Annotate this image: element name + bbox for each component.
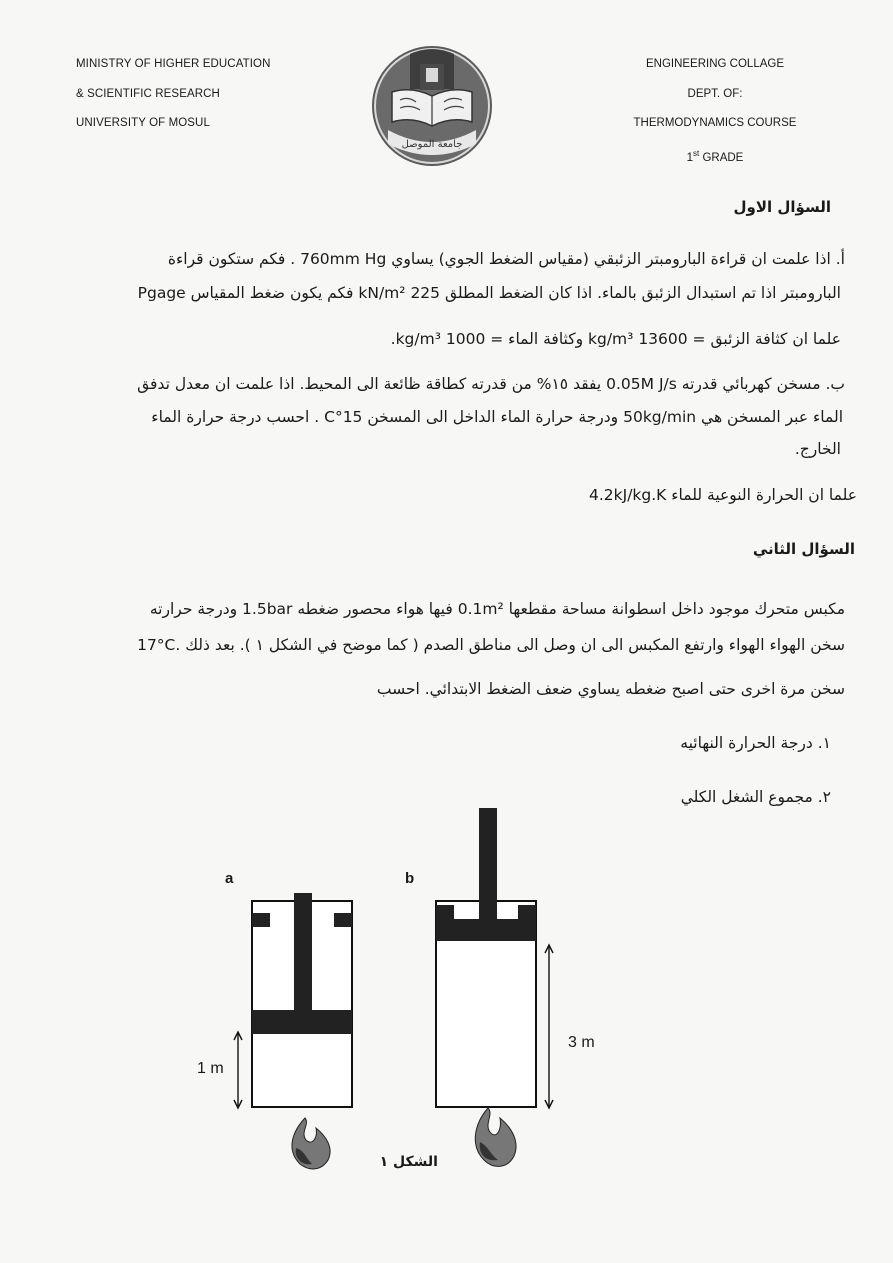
dimension-1m: 1 m — [197, 1060, 224, 1077]
q1-b-line-2: الماء عبر المسخن هي 50kg/min ودرجة حرارة الماء الداخل الى المسخن 15°C . احسب درجة حرارة الماء — [151, 408, 843, 426]
course-name: THERMODYNAMICS COURSE — [633, 117, 797, 129]
cylinder-a — [234, 893, 352, 1108]
q2-line-3: سخن مرة اخرى حتى اصبح ضغطه يساوي ضعف الضغط الابتدائي. احسب — [376, 680, 845, 698]
q2-item-2: ٢. مجموع الشغل الكلي — [680, 788, 831, 806]
q1-b-line-3: الخارج. — [794, 440, 841, 458]
q1-a-line-1: أ. اذا علمت ان قراءة البارومبتر الزئبقي (مقياس الضغط الجوي) يساوي 760mm Hg . فكم ستكون قراءة — [167, 250, 845, 268]
cylinder-a-stop-right — [334, 913, 352, 927]
q1-b-line-1: ب. مسخن كهربائي قدرته 0.05M J/s يفقد ١٥% من قدرته كطاقة ظائعة الى المحيط. اذا علمت ان معدل تدفق — [137, 375, 845, 393]
dimension-3m: 3 m — [568, 1034, 595, 1051]
question-1-title: السؤال الاول — [733, 198, 831, 216]
flame-icon — [475, 1108, 516, 1166]
figure-label-b: b — [405, 870, 415, 887]
ministry-line-2: & SCIENTIFIC RESEARCH — [76, 87, 220, 100]
ministry-line-1: MINISTRY OF HIGHER EDUCATION — [76, 58, 271, 70]
cylinder-b-stop-right — [518, 905, 536, 919]
cylinder-b — [436, 808, 553, 1108]
cylinder-b-rod — [479, 808, 497, 928]
figure-caption: الشكل ١ — [379, 1154, 438, 1170]
cylinder-a-rod — [294, 893, 312, 1013]
figure-label-a: a — [225, 870, 234, 887]
q2-line-1: مكبس متحرك موجود داخل اسطوانة مساحة مقطعها 0.1m² فيها هواء محصور ضغطه 1.5bar ودرجة حرارته — [149, 600, 845, 618]
q2-item-1: ١. درجة الحرارة النهائيه — [680, 734, 831, 752]
q2-line-2: 17°C. سخن الهواء الهواء وارتفع المكبس الى ان وصل الى مناطق الصدم ( كما موضح في الشكل ١ ). بعد ذلك — [137, 636, 845, 654]
college-name: ENGINEERING COLLAGE — [645, 58, 785, 70]
cylinder-a-piston — [252, 1010, 352, 1034]
seal-text: جامعة الموصل — [401, 139, 463, 150]
university-name: UNIVERSITY OF MOSUL — [76, 117, 210, 129]
grade-number: 1 — [686, 151, 694, 164]
department: DEPT. OF: — [687, 87, 743, 100]
question-2-title: السؤال الثاني — [752, 540, 855, 558]
cylinder-b-stop-left — [436, 905, 454, 919]
q1-b-line-4: علما ان الحرارة النوعية للماء 4.2kJ/kg.K — [589, 486, 857, 504]
q1-a-line-3: علما ان كثافة الزئبق = 13600 kg/m³ وكثافة الماء = 1000 kg/m³. — [390, 330, 841, 348]
q1-a-line-2: البارومبتر اذا تم استبدال الزئبق بالماء. اذا كان الضغط المطلق 225 kN/m² فكم يكون ضغط المقياس Pgage — [137, 284, 841, 302]
grade-suffix: st — [693, 148, 700, 158]
cylinder-a-stop-left — [252, 913, 270, 927]
cylinder-b-piston — [436, 919, 536, 941]
flame-icon — [292, 1118, 330, 1169]
grade-word: GRADE — [699, 151, 744, 164]
